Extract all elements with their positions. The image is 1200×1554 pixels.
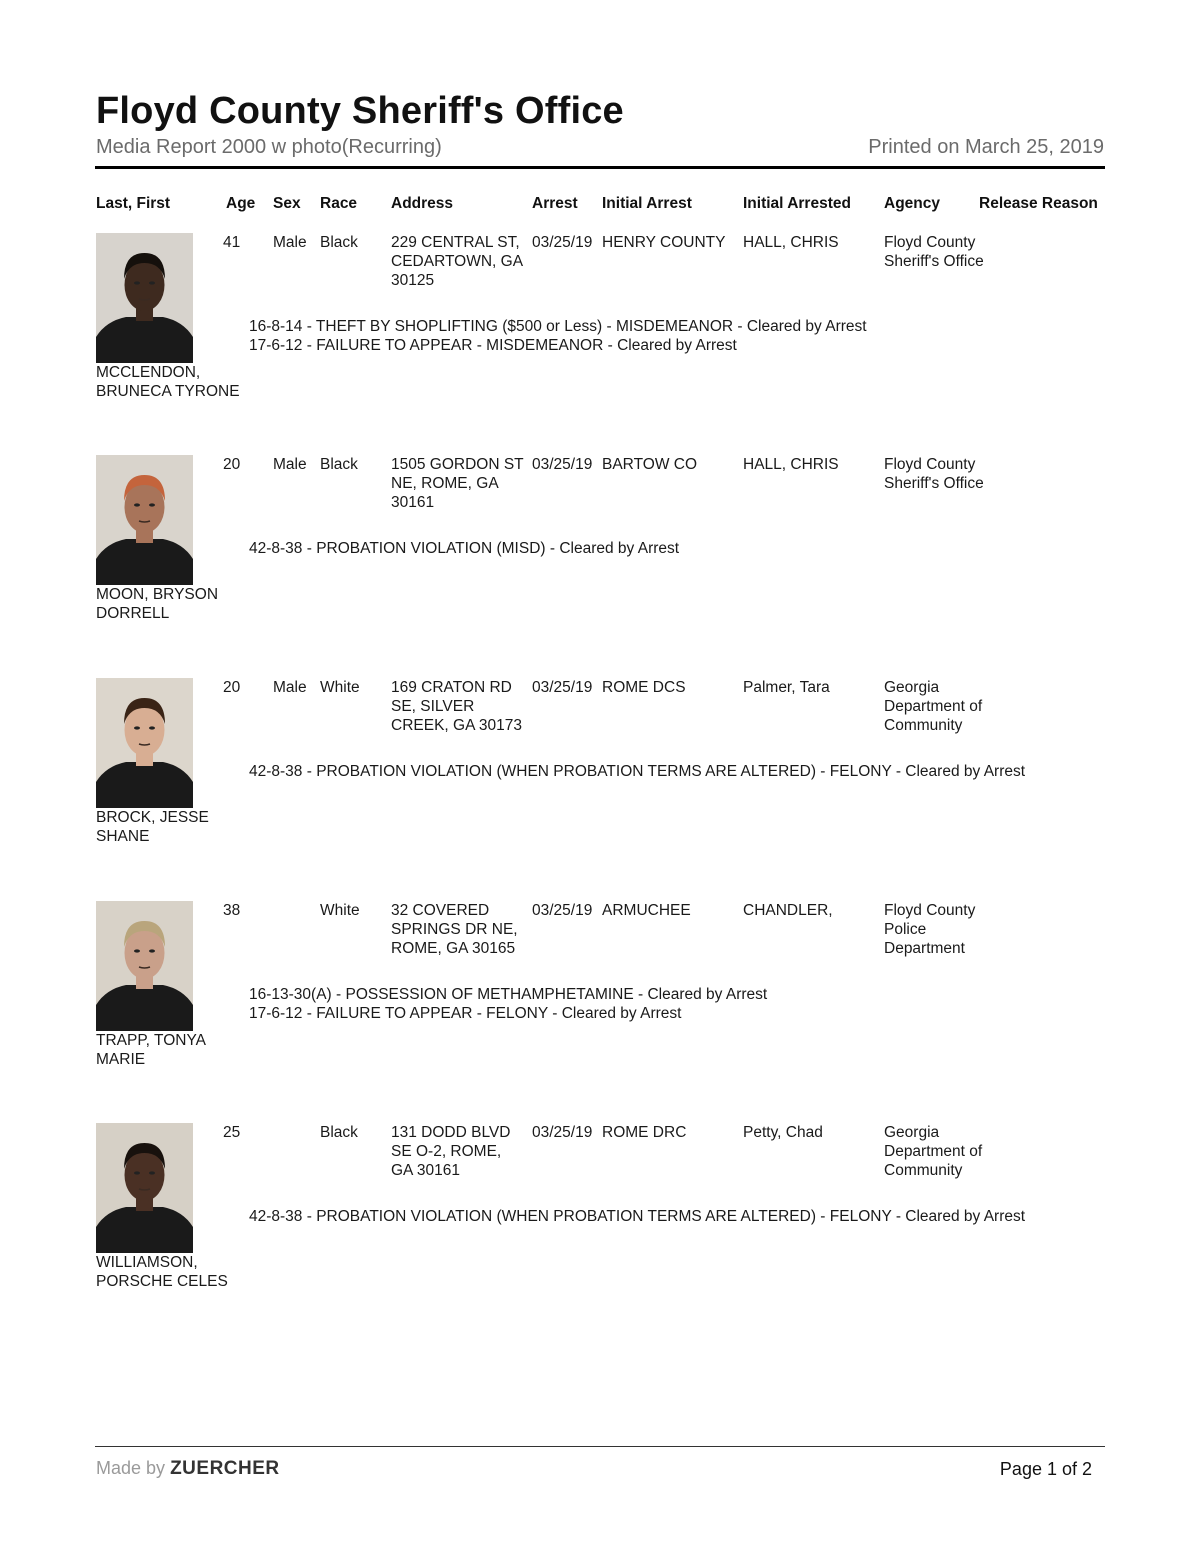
booking-photo — [96, 455, 193, 585]
arrest-date-cell: 03/25/19 — [532, 234, 593, 251]
inmate-name: TRAPP, TONYA MARIE — [96, 1032, 206, 1068]
column-header-name: Last, First — [96, 195, 171, 212]
report-subtitle: Media Report 2000 w photo(Recurring) — [96, 136, 442, 158]
agency-cell: Georgia Department of Community — [884, 1124, 983, 1179]
arrest-date-cell: 03/25/19 — [532, 1124, 593, 1141]
column-header-age: Age — [226, 195, 256, 212]
initial-arrested-cell: Palmer, Tara — [743, 679, 830, 696]
address-cell: 32 COVERED SPRINGS DR NE, ROME, GA 30165 — [391, 902, 518, 957]
arrest-date-cell: 03/25/19 — [532, 456, 593, 473]
charges-list — [249, 985, 767, 1023]
inmate-name: WILLIAMSON, PORSCHE CELES — [96, 1254, 228, 1290]
initial-arrested-cell: HALL, CHRIS — [743, 456, 839, 473]
sex-cell: Male — [273, 679, 307, 696]
inmate-record — [0, 233, 1200, 433]
address-cell: 169 CRATON RD SE, SILVER CREEK, GA 30173 — [391, 679, 522, 734]
header-divider — [95, 166, 1105, 169]
agency-cell: Floyd County Sheriff's Office — [884, 234, 984, 270]
charges-list — [249, 762, 1025, 781]
age-cell: 41 — [223, 234, 241, 251]
inmate-name: MCCLENDON, BRUNECA TYRONE — [96, 364, 240, 400]
booking-photo — [96, 901, 193, 1031]
page-number: Page 1 of 2 — [999, 1459, 1092, 1479]
age-cell: 25 — [223, 1124, 241, 1141]
column-header-release-reason: Release Reason — [979, 195, 1098, 212]
arrest-date-cell: 03/25/19 — [532, 679, 593, 696]
booking-photo — [96, 678, 193, 808]
address-cell: 229 CENTRAL ST, CEDARTOWN, GA 30125 — [391, 234, 524, 289]
charge-line: 42-8-38 - PROBATION VIOLATION (WHEN PROBATION TERMS ARE ALTERED) - FELONY - Cleared by Arrest — [249, 1208, 1026, 1225]
charges-list — [249, 539, 679, 558]
column-header-initial-arrested: Initial Arrested — [743, 195, 851, 212]
initial-arrested-cell: HALL, CHRIS — [743, 234, 839, 251]
booking-photo — [96, 233, 193, 363]
column-header-address: Address — [391, 195, 454, 212]
inmate-record — [0, 901, 1200, 1101]
report-title: Floyd County Sheriff's Office — [96, 90, 624, 132]
charges-list — [249, 317, 867, 355]
inmate-name: BROCK, JESSE SHANE — [96, 809, 209, 845]
made-by-label: Made by — [96, 1458, 166, 1478]
initial-arrest-cell: ROME DRC — [602, 1124, 687, 1141]
footer-divider — [95, 1446, 1105, 1447]
charge-line: 42-8-38 - PROBATION VIOLATION (MISD) - Cleared by Arrest — [249, 540, 680, 557]
made-by-credit — [96, 1458, 280, 1480]
address-cell: 1505 GORDON ST NE, ROME, GA 30161 — [391, 456, 524, 511]
column-header-sex: Sex — [273, 195, 301, 212]
booking-photo — [96, 1123, 193, 1253]
agency-cell: Floyd County Sheriff's Office — [884, 456, 984, 492]
initial-arrest-cell: HENRY COUNTY — [602, 234, 726, 251]
race-cell: Black — [320, 1124, 358, 1141]
column-header-race: Race — [320, 195, 358, 212]
charge-line: 16-13-30(A) - POSSESSION OF METHAMPHETAMINE - Cleared by Arrest — [249, 986, 768, 1003]
charges-list — [249, 1207, 1025, 1226]
address-cell: 131 DODD BLVD SE O-2, ROME, GA 30161 — [391, 1124, 511, 1179]
arrest-date-cell: 03/25/19 — [532, 902, 593, 919]
sex-cell: Male — [273, 234, 307, 251]
initial-arrested-cell: CHANDLER, — [743, 902, 833, 919]
charge-line: 17-6-12 - FAILURE TO APPEAR - MISDEMEANOR - Cleared by Arrest — [249, 337, 737, 354]
column-header-arrest: Arrest — [532, 195, 578, 212]
inmate-record — [0, 455, 1200, 655]
age-cell: 20 — [223, 679, 241, 696]
charge-line: 16-8-14 - THEFT BY SHOPLIFTING ($500 or Less) - MISDEMEANOR - Cleared by Arrest — [249, 318, 867, 335]
inmate-record — [0, 1123, 1200, 1323]
charge-line: 42-8-38 - PROBATION VIOLATION (WHEN PROBATION TERMS ARE ALTERED) - FELONY - Cleared by Arrest — [249, 763, 1026, 780]
race-cell: White — [320, 902, 360, 919]
initial-arrest-cell: ARMUCHEE — [602, 902, 691, 919]
age-cell: 38 — [223, 902, 241, 919]
race-cell: Black — [320, 234, 358, 251]
inmate-record — [0, 678, 1200, 878]
agency-cell: Floyd County Police Department — [884, 902, 976, 957]
initial-arrest-cell: ROME DCS — [602, 679, 686, 696]
initial-arrested-cell: Petty, Chad — [743, 1124, 823, 1141]
race-cell: Black — [320, 456, 358, 473]
race-cell: White — [320, 679, 360, 696]
column-header-initial-arrest: Initial Arrest — [602, 195, 692, 212]
inmate-name: MOON, BRYSON DORRELL — [96, 586, 219, 622]
sex-cell: Male — [273, 456, 307, 473]
age-cell: 20 — [223, 456, 241, 473]
column-header-agency: Agency — [884, 195, 940, 212]
printed-date: Printed on March 25, 2019 — [868, 136, 1104, 158]
charge-line: 17-6-12 - FAILURE TO APPEAR - FELONY - Cleared by Arrest — [249, 1005, 682, 1022]
brand-logo: ZUERCHER — [170, 1458, 280, 1479]
agency-cell: Georgia Department of Community — [884, 679, 983, 734]
initial-arrest-cell: BARTOW CO — [602, 456, 698, 473]
